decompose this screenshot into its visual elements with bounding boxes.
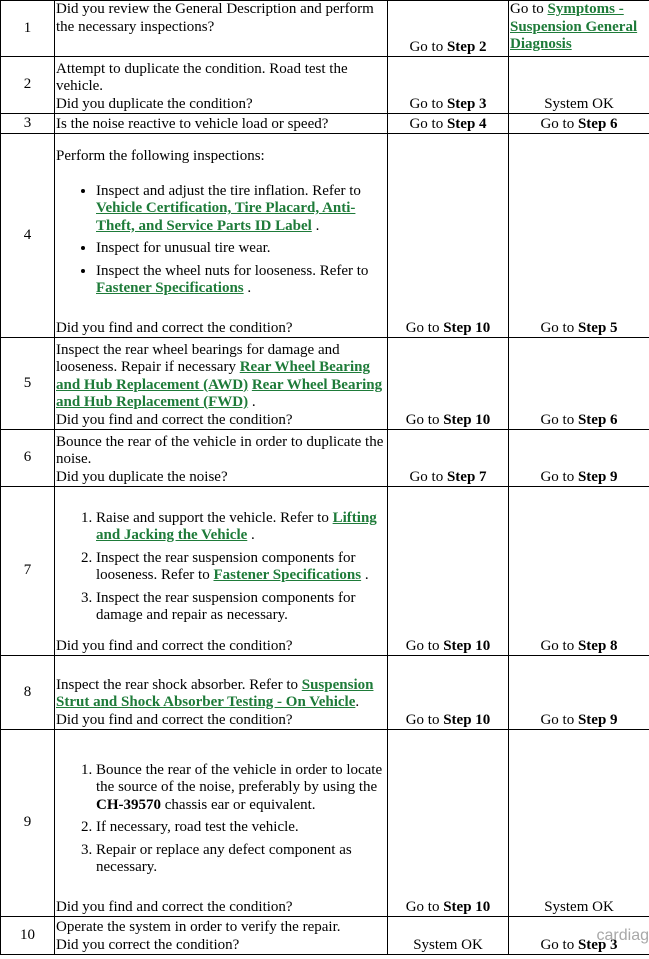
- inspection-list: [56, 183, 386, 298]
- watermark: cardiag: [596, 927, 649, 944]
- no-result: System OK: [509, 730, 649, 917]
- step-action: Bounce the rear of the vehicle in order to duplicate the noise. Did you duplicate the noise?: [55, 430, 388, 487]
- step-number: 5: [1, 338, 55, 430]
- list-item: • Inspect and adjust the tire inflation. Refer to Vehicle Certification, Tire Placard, Anti-Theft, and Service Parts ID Label .: [96, 183, 386, 236]
- table-row: [1, 114, 649, 134]
- step-action: Did you review the General Description and perform the necessary inspections?: [55, 1, 388, 57]
- no-result: Go to Step 8: [509, 487, 649, 656]
- step-number: 4: [1, 134, 55, 338]
- yes-result: Go to Step 10: [388, 487, 509, 656]
- no-result: Go to Step 6: [509, 114, 649, 134]
- step-number: 1: [1, 1, 55, 57]
- procedure-list: [56, 762, 386, 877]
- tool-number: CH-39570: [96, 796, 161, 813]
- list-item: 1. Raise and support the vehicle. Refer to Lifting and Jacking the Vehicle .: [96, 510, 386, 545]
- lifting-jacking-link[interactable]: Lifting and Jacking the Vehicle: [96, 509, 377, 543]
- table-row: [1, 338, 649, 430]
- yes-result: System OK: [388, 917, 509, 955]
- no-result: Go to Step 9: [509, 656, 649, 730]
- step-ref: Step 2: [446, 38, 487, 55]
- step-action: Operate the system in order to verify the repair. Did you correct the condition?: [55, 917, 388, 955]
- list-item: • Inspect the wheel nuts for looseness. Refer to Fastener Specifications .: [96, 263, 386, 298]
- list-item: 2. If necessary, road test the vehicle.: [96, 819, 386, 837]
- table-row: [1, 917, 649, 955]
- yes-result: Go to Step 10: [388, 134, 509, 338]
- table-row: [1, 134, 649, 338]
- procedure-list: [56, 510, 386, 625]
- step-number: 6: [1, 430, 55, 487]
- step-number: 10: [1, 917, 55, 955]
- yes-result: Go to Step 3: [388, 57, 509, 114]
- rear-wheel-bearing-awd-link[interactable]: Rear Wheel Bearing and Hub Replacement (AWD): [56, 359, 370, 393]
- no-result: Go to Step 9: [509, 430, 649, 487]
- list-item: 2. Inspect the rear suspension components for looseness. Refer to Fastener Specifications .: [96, 550, 386, 585]
- list-item: • Inspect for unusual tire wear.: [96, 240, 386, 258]
- table-row: [1, 430, 649, 487]
- symptoms-link[interactable]: Symptoms - Suspension General Diagnosis: [510, 1, 638, 52]
- step-action: Is the noise reactive to vehicle load or speed?: [55, 114, 388, 134]
- step-number: 2: [1, 57, 55, 114]
- yes-result: Go to Step 2: [388, 1, 509, 57]
- fastener-specifications-link[interactable]: Fastener Specifications: [96, 280, 244, 296]
- step-number: 7: [1, 487, 55, 656]
- table-row: [1, 57, 649, 114]
- yes-result: Go to Step 10: [388, 338, 509, 430]
- table-row: [1, 487, 649, 656]
- step-number: 3: [1, 114, 55, 134]
- step-action: 1. Raise and support the vehicle. Refer to Lifting and Jacking the Vehicle . 2. Inspect the rear suspension components for looseness. Refer to Fastener Specifications . 3. Inspect the rear suspension components for damage and repair as necessary. Did you find and correct the condition?: [55, 487, 388, 656]
- yes-result: Go to Step 7: [388, 430, 509, 487]
- no-result: Go to Step 5: [509, 134, 649, 338]
- table-row: [1, 730, 649, 917]
- step-action: Inspect the rear wheel bearings for damage and looseness. Repair if necessary Rear Wheel Bearing and Hub Replacement (AWD) Rear Wheel Bearing and Hub Replacement (FWD) . Did you find and correct the condition?: [55, 338, 388, 430]
- vehicle-certification-link[interactable]: Vehicle Certification, Tire Placard, Anti-Theft, and Service Parts ID Label: [96, 200, 356, 234]
- step-action: Perform the following inspections: • Inspect and adjust the tire inflation. Refer to Vehicle Certification, Tire Placard, Anti-Theft, and Service Parts ID Label . • Inspect for unusual tire wear. • Inspect the wheel nuts for looseness. Refer to Fastener Specifications . Did you find and correct the condition?: [55, 134, 388, 338]
- no-result: Go to Step 3: [509, 917, 649, 955]
- yes-result: Go to Step 10: [388, 730, 509, 917]
- list-item: 3. Repair or replace any defect component as necessary.: [96, 842, 386, 877]
- step-action: Attempt to duplicate the condition. Road test the vehicle. Did you duplicate the condition?: [55, 57, 388, 114]
- strut-shock-testing-link[interactable]: Suspension Strut and Shock Absorber Testing - On Vehicle: [56, 676, 374, 710]
- step-number: 9: [1, 730, 55, 917]
- step-action: 1. Bounce the rear of the vehicle in order to locate the source of the noise, preferably by using the CH-39570 chassis ear or equivalent. 2. If necessary, road test the vehicle. 3. Repair or replace any defect component as necessary. Did you find and correct the condition?: [55, 730, 388, 917]
- step-number: 8: [1, 656, 55, 730]
- fastener-specifications-link[interactable]: Fastener Specifications: [213, 567, 362, 583]
- table-row: [1, 656, 649, 730]
- step-action: Inspect the rear shock absorber. Refer to Suspension Strut and Shock Absorber Testing - On Vehicle. Did you find and correct the condition?: [55, 656, 388, 730]
- no-result: Go to Step 6: [509, 338, 649, 430]
- list-item: 1. Bounce the rear of the vehicle in order to locate the source of the noise, preferably by using the CH-39570 chassis ear or equivalent.: [96, 762, 386, 815]
- no-result: Go to Symptoms - Suspension General Diagnosis: [509, 1, 649, 57]
- no-result: System OK: [509, 57, 649, 114]
- rear-wheel-bearing-fwd-link[interactable]: Rear Wheel Bearing and Hub Replacement (FWD): [56, 376, 383, 410]
- list-item: 3. Inspect the rear suspension components for damage and repair as necessary.: [96, 590, 386, 625]
- yes-result: Go to Step 10: [388, 656, 509, 730]
- yes-result: Go to Step 4: [388, 114, 509, 134]
- table-row: [1, 1, 649, 57]
